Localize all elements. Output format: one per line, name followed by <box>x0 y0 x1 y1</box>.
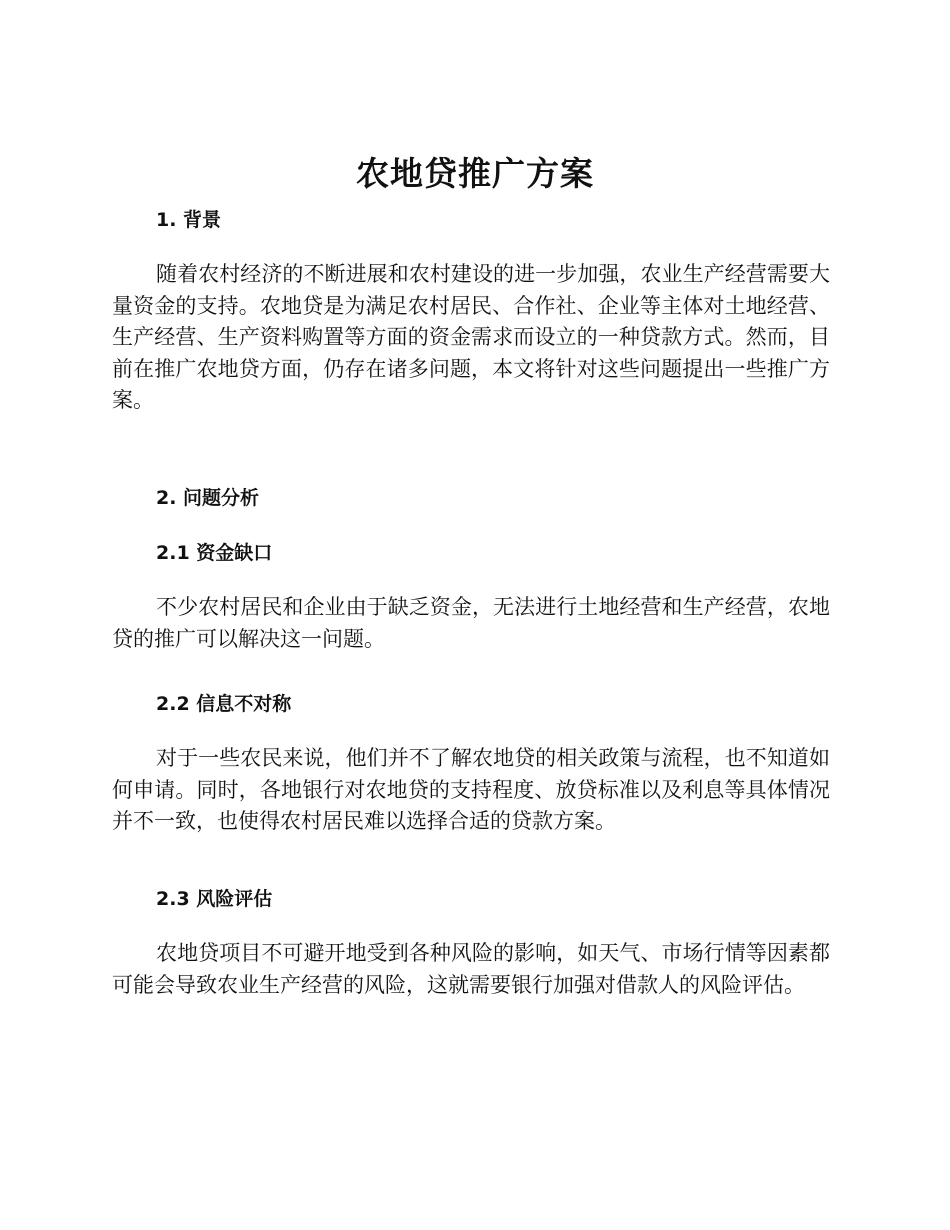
section-heading-funding-gap: 2.1 资金缺口 <box>156 542 273 564</box>
document-title: 农地贷推广方案 <box>356 154 594 193</box>
paragraph-funding-gap: 不少农村居民和企业由于缺乏资金，无法进行土地经营和生产经营，农地贷的推广可以解决这一问题。 <box>112 595 830 651</box>
paragraph-information-asymmetry: 对于一些农民来说，他们并不了解农地贷的相关政策与流程，也不知道如何申请。同时，各地银行对农地贷的支持程度、放贷标准以及利息等具体情况并不一致，也使得农村居民难以选择合适的贷款方案。 <box>112 746 830 833</box>
section-heading-problem-analysis: 2. 问题分析 <box>156 487 260 509</box>
section-heading-background: 1. 背景 <box>156 209 222 231</box>
section-heading-risk-assessment: 2.3 风险评估 <box>156 888 273 910</box>
paragraph-background: 随着农村经济的不断进展和农村建设的进一步加强，农业生产经营需要大量资金的支持。农地贷是为满足农村居民、合作社、企业等主体对土地经营、生产经营、生产资料购置等方面的资金需求而设立的一种贷款方式。然而，目前在推广农地贷方面，仍存在诸多问题，本文将针对这些问题提出一些推广方案。 <box>112 262 830 412</box>
paragraph-risk-assessment: 农地贷项目不可避开地受到各种风险的影响，如天气、市场行情等因素都可能会导致农业生产经营的风险，这就需要银行加强对借款人的风险评估。 <box>112 941 830 997</box>
section-heading-information-asymmetry: 2.2 信息不对称 <box>156 693 292 715</box>
